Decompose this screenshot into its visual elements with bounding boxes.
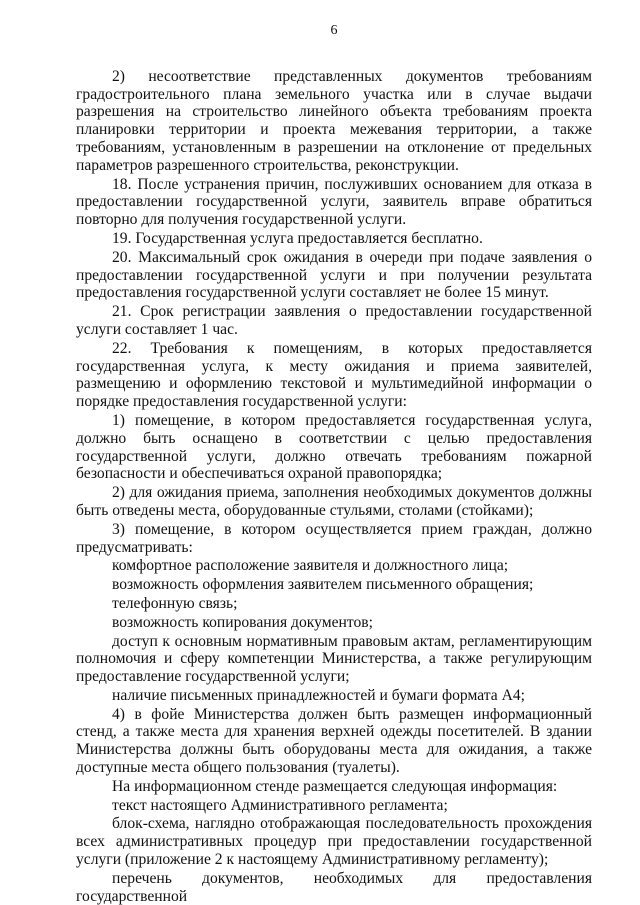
paragraph-22-item-2: 2) для ожидания приема, заполнения необходимых документов должны быть отведены места, оборудованные стульями, столами (стойками); (76, 484, 592, 519)
paragraph-19-free-of-charge: 19. Государственная услуга предоставляется бесплатно. (112, 229, 483, 247)
paragraph-item-2-refusal-ground: 2) несоответствие представленных документов требованиям градостроительного плана земельного участка или в случае выдачи разрешения на строительство линейного объекта требованиям проекта планировки территории и проекта межевания территории, а также требованиям, установленным в разрешении на отклонение от предельных параметров разрешенного строительства, реконструкции. (76, 67, 592, 174)
paragraph-22-item-3: 3) помещение, в котором осуществляется прием граждан, должно предусматривать: (76, 520, 592, 556)
paragraph-20-queue-time: 20. Максимальный срок ожидания в очереди при подаче заявления о предоставлении государственной услуги и при получении результата предоставления государственной услуги составляет не более 15 минут. (76, 248, 592, 302)
document-page (76, 22, 592, 905)
list-item-telephone: телефонную связь; (112, 594, 238, 612)
list-item-comfortable-placement: комфортное расположение заявителя и должностного лица; (112, 557, 509, 575)
list-item-legal-acts-access: доступ к основным нормативным правовым актам, регламентирующим полномочия и сферу компетенции Министерства, а также регулирующим предоставление государственной услуги; (76, 632, 592, 686)
list-item-stationery: наличие письменных принадлежностей и бумаги формата А4; (112, 686, 525, 704)
list-item-written-appeal: возможность оформления заявителем письменного обращения; (112, 576, 534, 594)
list-item-documents-list: перечень документов, необходимых для предоставления государственной (76, 869, 592, 905)
paragraph-22-premises-requirements: 22. Требования к помещениям, в которых предоставляется государственная услуга, к месту ожидания и приема заявителей, размещению и оформлению текстовой и мультимедийной информации о порядке предоставления государственной услуги: (76, 339, 592, 411)
paragraph-22-item-4: 4) в фойе Министерства должен быть размещен информационный стенд, а также места для хранения верхней одежды посетителей. В здании Министерства должны быть оборудованы места для ожидания, а также доступные места общего пользования (туалеты). (76, 705, 592, 777)
paragraph-22-item-1: 1) помещение, в котором предоставляется государственная услуга, должно быть оснащено в соответствии с целью предоставления государственной услуги, должно отвечать требованиям пожарной безопасности и обеспечиваться охраной правопорядка; (76, 411, 592, 483)
list-item-regulation-text: текст настоящего Административного регламента; (112, 796, 448, 814)
paragraph-21-registration-time: 21. Срок регистрации заявления о предоставлении государственной услуги составляет 1 час. (76, 303, 592, 338)
paragraph-18-reapply: 18. После устранения причин, послуживших основанием для отказа в предоставлении государственной услуги, заявитель вправе обратиться повторно для получения государственной услуги. (76, 175, 592, 229)
list-item-copying: возможность копирования документов; (112, 613, 373, 631)
list-item-flowchart: блок-схема, наглядно отображающая последовательность прохождения всех административных процедур при предоставлении государственной услуги (приложение 2 к настоящему Административному регламенту); (76, 815, 592, 869)
page-number: 6 (330, 23, 338, 38)
paragraph-info-stand: На информационном стенде размещается следующая информация: (112, 777, 558, 795)
